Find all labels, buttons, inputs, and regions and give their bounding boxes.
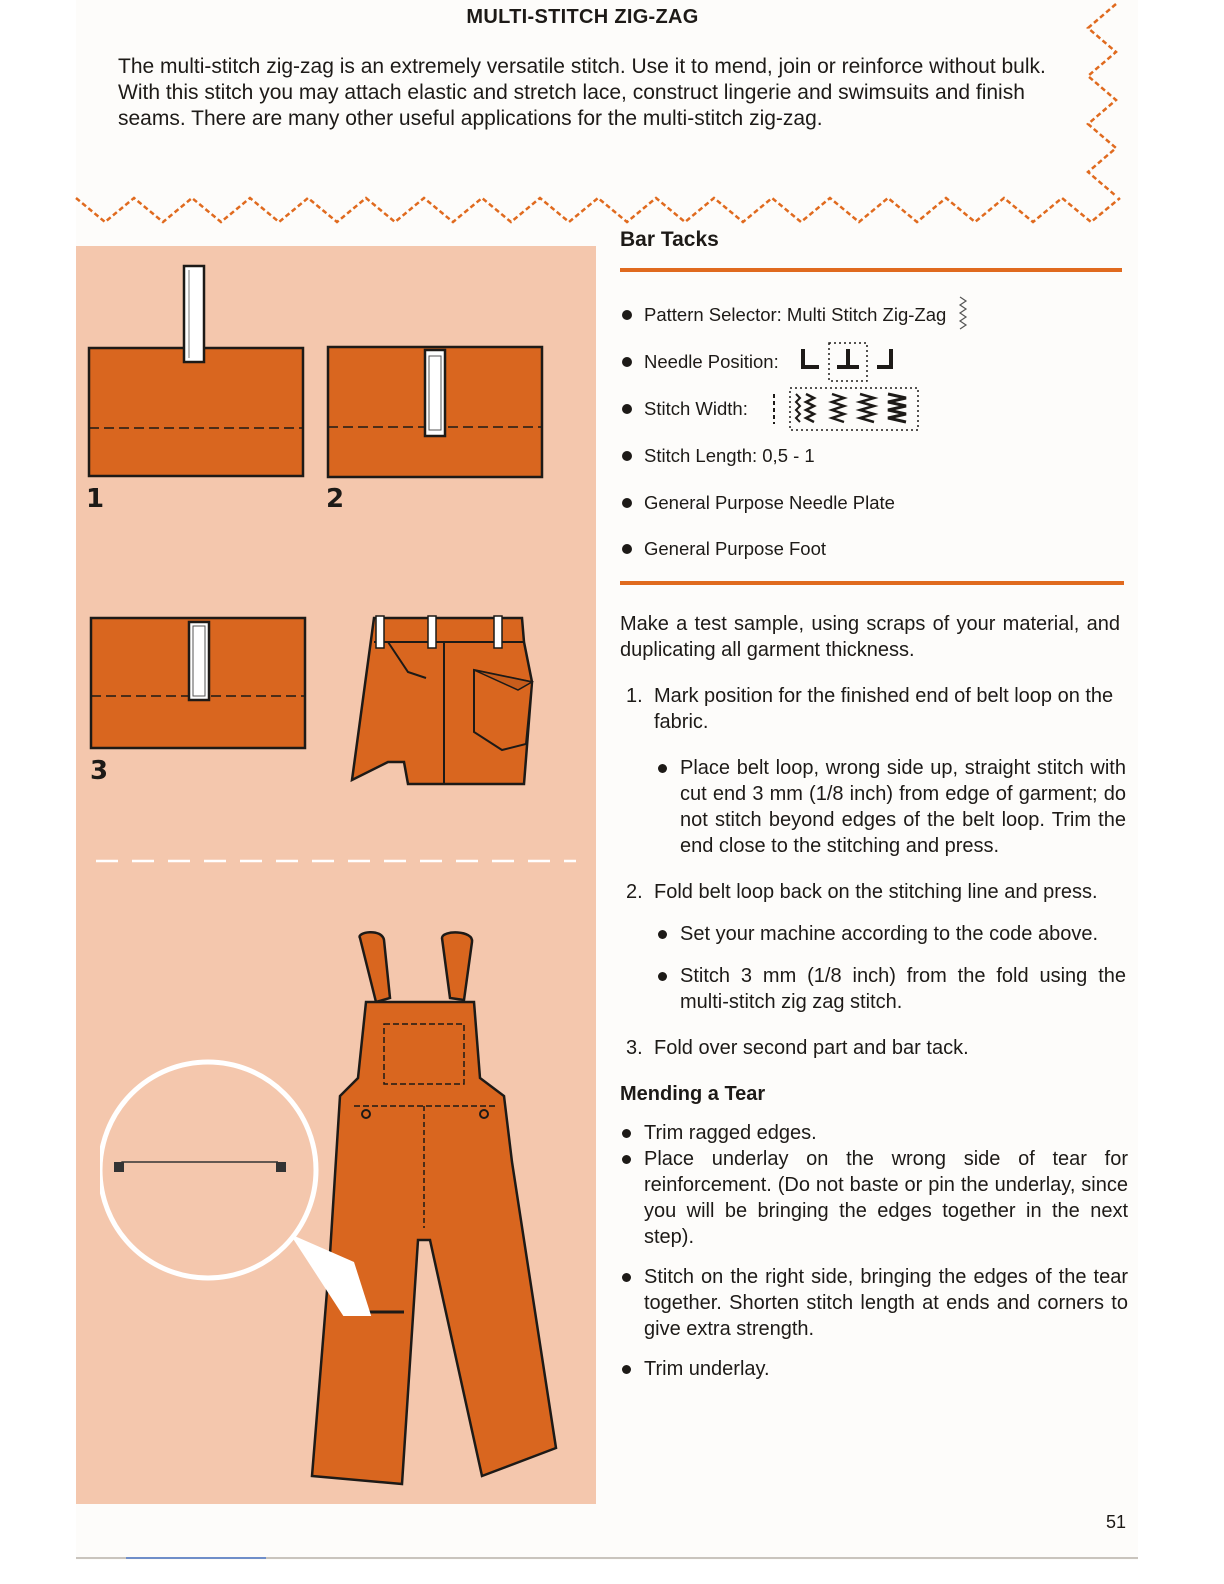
zigzag-border-horizontal <box>76 190 1126 230</box>
mending-bullet-2: Place underlay on the wrong side of tear for reinforcement. (Do not baste or pin the underlay, since you will be bringing the edges together in the next step). <box>620 1146 1128 1250</box>
figure-1-belt-loop-placement <box>86 262 308 482</box>
panel-divider <box>96 858 576 864</box>
figure-1-label: 1 <box>86 484 105 514</box>
spec-needle-position: Needle Position: <box>620 339 1130 386</box>
step-2: 2. Fold belt loop back on the stitching line and press. <box>626 880 1098 903</box>
step-3: 3. Fold over second part and bar tack. <box>626 1036 969 1059</box>
shorts-illustration <box>348 612 538 792</box>
instructions-column <box>620 228 1130 1382</box>
mending-bullet-3: Stitch on the right side, bringing the edges of the tear together. Shorten stitch length at ends and corners to give extra strength. <box>620 1264 1128 1342</box>
machine-settings-list <box>620 292 1130 573</box>
stitch-width-icon <box>762 386 922 432</box>
step-1-bullet: Place belt loop, wrong side up, straight stitch with cut end 3 mm (1/8 inch) from edge of garment; do not stitch beyond edges of the belt loop. Trim the end close to the stitching and press. <box>656 755 1126 859</box>
intro-paragraph: The multi-stitch zig-zag is an extremely versatile stitch. Use it to mend, join or reinforce without bulk. With this stitch you may attach elastic and stretch lace, construct lingerie and swimsuits and finish seams. There are many other useful applications for the multi-stitch zig-zag. <box>118 55 1046 130</box>
spec-stitch-length: Stitch Length: 0,5 - 1 <box>620 432 1130 479</box>
figure-2-folded-loop <box>325 342 547 482</box>
figure-2-label: 2 <box>326 484 345 514</box>
step-2-bullet-2: Stitch 3 mm (1/8 inch) from the fold using the multi-stitch zig zag stitch. <box>656 963 1126 1015</box>
step-2-bullet-1: Set your machine according to the code above. <box>656 921 1126 947</box>
section-heading-bar-tacks: Bar Tacks <box>620 228 719 251</box>
spec-foot: General Purpose Foot <box>620 526 1130 573</box>
section-rule-top <box>620 268 1122 272</box>
test-sample-paragraph: Make a test sample, using scraps of your material, and duplicating all garment thickness. <box>620 612 1120 661</box>
mending-bullet-4: Trim underlay. <box>620 1356 1128 1382</box>
needle-position-icon <box>797 341 907 383</box>
section-rule-bottom <box>620 581 1124 585</box>
section-heading-mending: Mending a Tear <box>620 1082 766 1105</box>
page-number: 51 <box>1106 1512 1127 1532</box>
magnified-stitch-detail <box>100 1056 400 1316</box>
zigzag-border-vertical <box>1080 0 1130 210</box>
figure-3-label: 3 <box>90 756 109 786</box>
multi-stitch-zigzag-icon <box>956 295 970 335</box>
figure-3-bar-tack <box>88 614 310 754</box>
spec-needle-plate: General Purpose Needle Plate <box>620 479 1130 526</box>
spec-pattern-selector: Pattern Selector: Multi Stitch Zig-Zag <box>620 292 1130 339</box>
page-title: MULTI-STITCH ZIG-ZAG <box>466 6 699 28</box>
step-1: 1. Mark position for the finished end of belt loop on the fabric. <box>626 684 1114 733</box>
spec-stitch-width: Stitch Width: <box>620 386 1130 433</box>
page-edge-mark <box>126 1557 266 1559</box>
mending-bullet-1: Trim ragged edges. <box>620 1120 1128 1146</box>
